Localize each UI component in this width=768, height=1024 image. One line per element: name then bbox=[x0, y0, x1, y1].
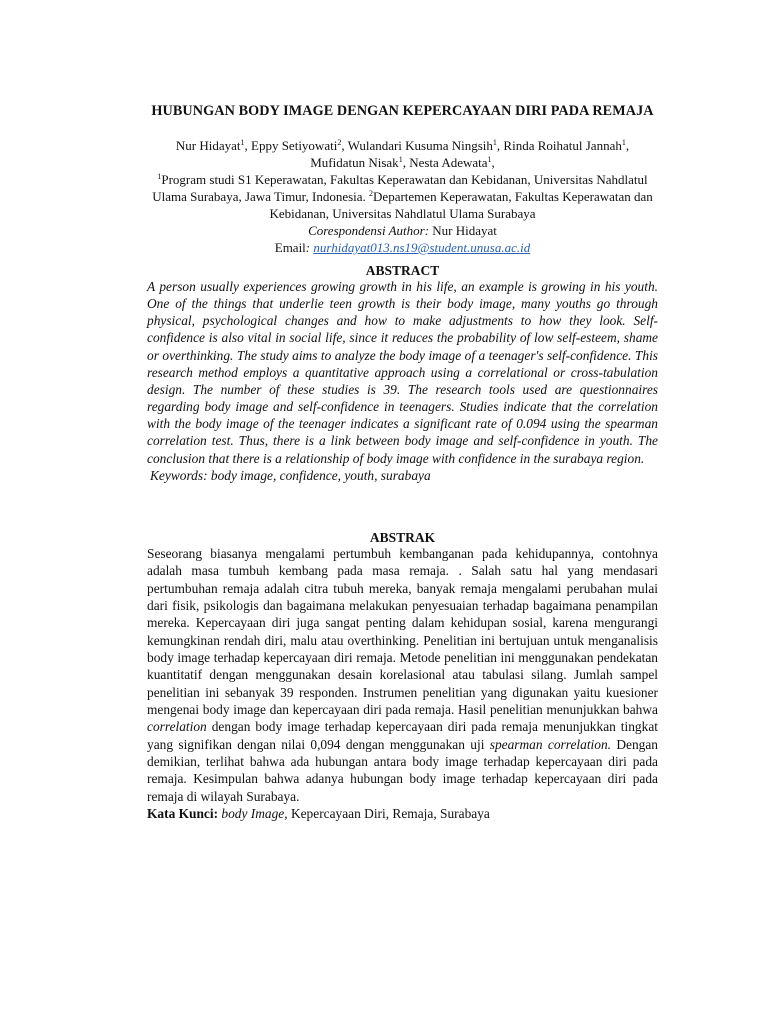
email-link[interactable]: nurhidayat013.ns19@student.unusa.ac.id bbox=[313, 240, 531, 255]
kata-kunci: Kata Kunci: body Image, Kepercayaan Diri, Remaja, Surabaya bbox=[147, 806, 490, 822]
paper-title: HUBUNGAN BODY IMAGE DENGAN KEPERCAYAAN DIRI PADA REMAJA bbox=[151, 103, 654, 119]
author-list: Nur Hidayat$^1$, Eppy Setiyowati$^2$, Wulandari Kusuma Ningsih$^1$, Rinda Roihatul Jannah$^1$, Mufidatun Nisak$^1$, Nesta Adewata$^1$, bbox=[175, 138, 630, 170]
abstrak-heading: ABSTRAK bbox=[369, 530, 436, 545]
abstrak-body: Seseorang biasanya mengalami pertumbuh kembanganan pada kehidupannya, contohnya adalah masa tumbuh kembang pada masa remaja. . Salah satu hal yang mendasari pertumbuhan remaja adalah citra tubuh mereka, banyak remaja mengalami perubahan mulai dari fisik, psikologis dan bagaimana melakukan penyesuaian terhadap bagaimana penampilan mereka. Kepercayaan diri juga sangat penting dalam kehidupan sosial, karena mengurangi kemungkinan rendah diri, malu atau overthinking. Penelitian ini bertujuan untuk menganalisis body image terhadap kepercayaan diri remaja. Metode penelitian ini menggunakan pendekatan kuantitatif dengan menggunakan desain korelasional atau tabulasi silang. Jumlah sampel penelitian ini sebanyak 39 responden. Instrumen penelitian yang digunakan yaitu kuesioner mengenai body image dan kepercayaan diri pada remaja. Hasil penelitian menunjukkan bahwa correlation dengan body image terhadap kepercayaan diri pada remaja menunjukkan tingkat yang signifikan dengan nilai 0,094 dengan menggunakan uji spearman correlation. Dengan demikian, terlihat bahwa ada hubungan antara body image terhadap kepercayaan diri pada remaja. Kesimpulan bahwa adanya hubungan body image terhadap kepercayaan diri pada remaja di wilayah Surabaya. bbox=[147, 546, 658, 804]
abstract-heading: ABSTRACT bbox=[365, 263, 440, 278]
author-name: Eppy Setiyowati bbox=[251, 138, 338, 153]
kata-kunci-label: Kata Kunci: bbox=[147, 806, 219, 822]
author-name: Nur Hidayat bbox=[175, 138, 241, 153]
abstrak-section bbox=[147, 545, 658, 823]
correspondence-label: Corespondensi Author: bbox=[308, 223, 430, 238]
affiliation-1: Program studi S1 Keperawatan, Fakultas Keperawatan dan Kebidanan, Universitas Nahdlatul Ulama Surabaya, Jawa Timur, Indonesia. bbox=[152, 172, 648, 204]
author-name: Rinda Roihatul Jannah bbox=[503, 138, 622, 153]
email-line: Email: nurhidayat013.ns19@student.unusa.ac.id bbox=[274, 240, 531, 255]
correspondence bbox=[147, 222, 658, 239]
affiliation-2: Departemen Keperawatan, Fakultas Keperawatan dan Kebidanan, Universitas Nahdlatul Ulama Surabaya bbox=[269, 189, 653, 221]
abstract-body: A person usually experiences growing growth in his life, an example is growing in his youth. One of the things that underlie teen growth is their body image, many youths go through physical, psychological changes and how to make adjustments to how they look. Self-confidence is also vital in social life, since it reduces the probability of low self-esteem, shame or overthinking. The study aims to analyze the body image of a teenager's self-confidence. This research method employs a quantitative approach using a correlational or cross-tabulation design. The number of these studies is 39. The research tools used are questionnaires regarding body image and self-confidence in teenagers. Studies indicate that the correlation with the body image of the teenager indicates a significant rate of 0.094 using the spearman correlation test. Thus, there is a link between body image and self-confidence in youth. The conclusion that there is a relationship of body image with confidence in the surabaya region. bbox=[147, 279, 658, 466]
author-block bbox=[147, 137, 658, 256]
email-label: Email bbox=[274, 240, 306, 255]
author-name: Wulandari Kusuma Ningsih bbox=[347, 138, 493, 153]
correspondence-name: Nur Hidayat bbox=[429, 223, 497, 238]
author-name: Mufidatun Nisak bbox=[310, 155, 399, 170]
affiliations: $^1$Program studi S1 Keperawatan, Fakultas Keperawatan dan Kebidanan, Universitas Nahdlatul Ulama Surabaya, Jawa Timur, Indonesia. $^2$Departemen Keperawatan, Fakultas Keperawatan dan Kebidanan, Universitas Nahdlatul Ulama Surabaya bbox=[152, 172, 653, 221]
abstract-keywords: Keywords: body image, confidence, youth, surabaya bbox=[150, 467, 431, 483]
abstract-section bbox=[147, 278, 658, 484]
author-name: Nesta Adewata bbox=[409, 155, 488, 170]
